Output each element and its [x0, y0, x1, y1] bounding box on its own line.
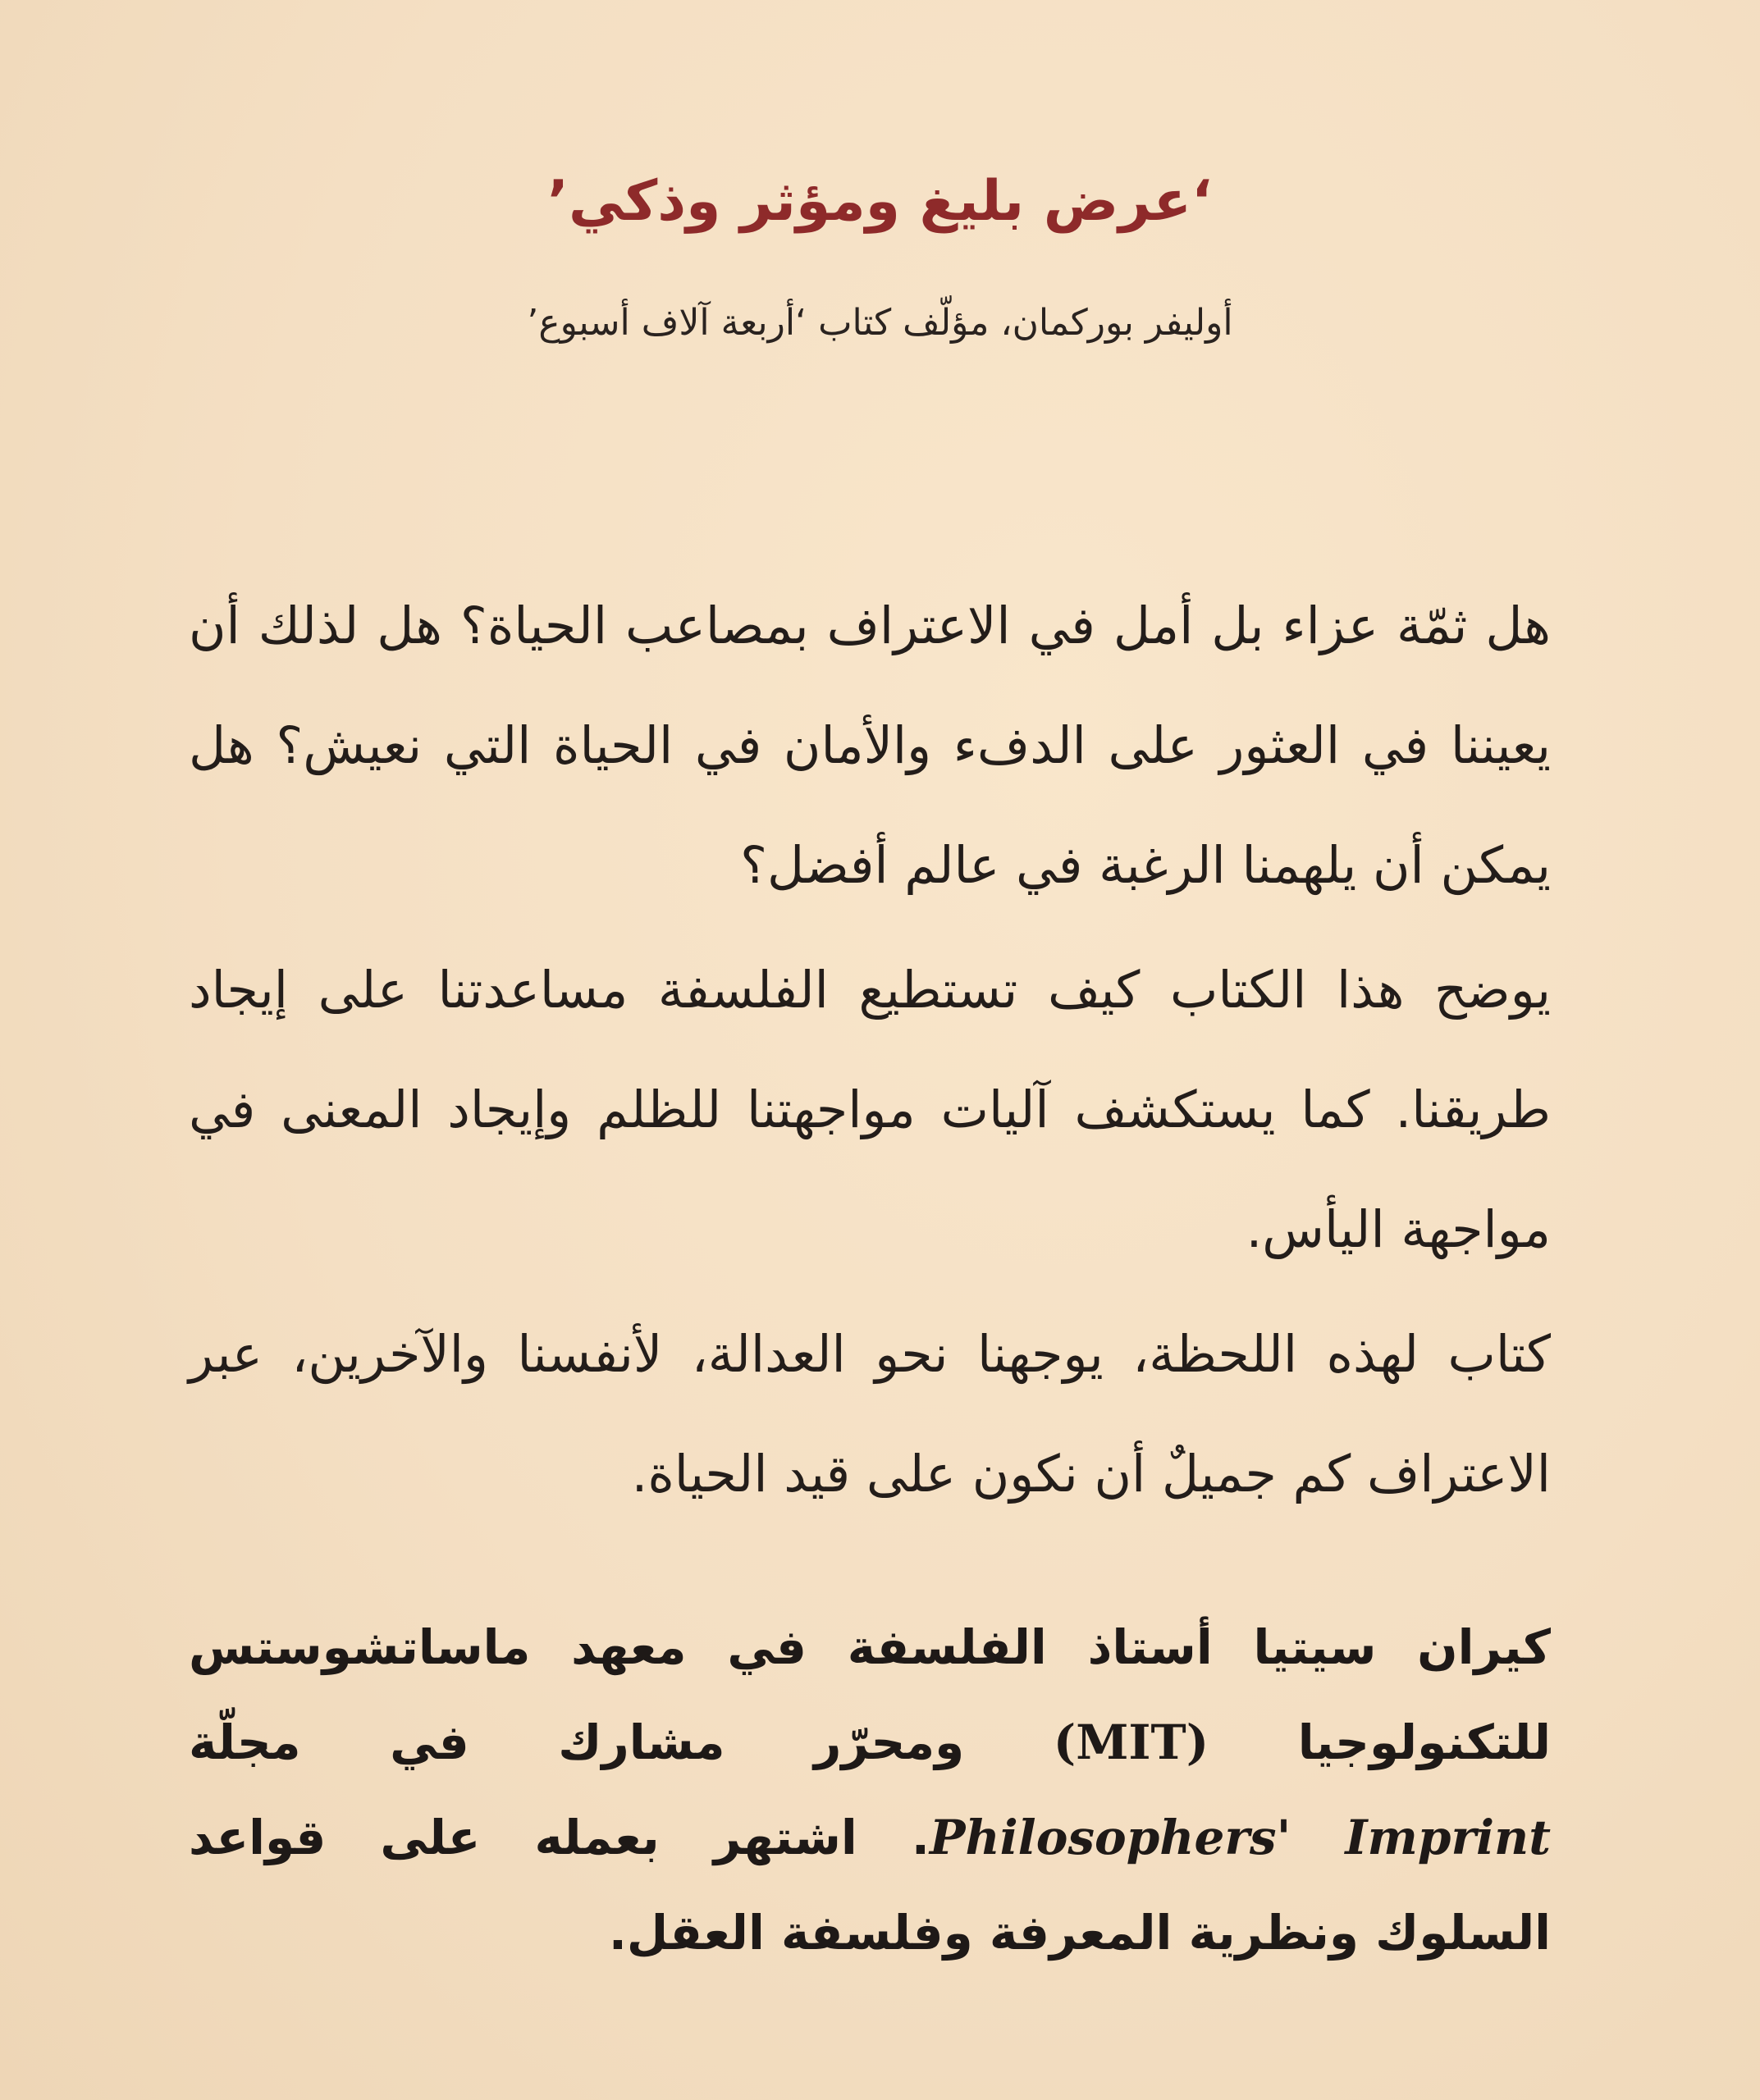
blurb-paragraph-1: هل ثمّة عزاء بل أمل في الاعتراف بمصاعب الحياة؟ هل لذلك أن يعيننا في العثور على الدفء والأمان في الحياة التي نعيش؟ هل يمكن أن يلهمنا الرغبة في عالم أفضل؟: [189, 596, 1551, 895]
institution-abbreviation: (MIT): [1053, 1714, 1209, 1770]
author-bio-part-3: . اشتهر بعمله على قواعد السلوك ونظرية المعرفة وفلسفة العقل.: [189, 1810, 1551, 1961]
author-bio-part-2: ومحرّر مشارك في مجلّة: [189, 1714, 965, 1770]
review-quote: ‘عرض بليغ ومؤثر وذكي’: [547, 169, 1213, 234]
author-bio-part-1: كيران سيتيا أستاذ الفلسفة في معهد ماساتشوستس للتكنولوجيا: [189, 1619, 1551, 1770]
blurb: [189, 566, 1551, 1534]
quote-attribution: أوليفر بوركمان، مؤلّف كتاب ‘أربعة آلاف أسبوع’: [527, 302, 1233, 344]
blurb-paragraph-2: يوضح هذا الكتاب كيف تستطيع الفلسفة مساعدتنا على إيجاد طريقنا. كما يستكشف آليات مواجهتنا للظلم وإيجاد المعنى في مواجهة اليأس.: [189, 960, 1551, 1259]
author-bio: [189, 1600, 1551, 1980]
journal-title: Philosophers' Imprint: [929, 1810, 1552, 1865]
blurb-paragraph-3: كتاب لهذه اللحظة، يوجهنا نحو العدالة، لأنفسنا والآخرين، عبر الاعتراف كم جميلٌ أن نكون على قيد الحياة.: [189, 1324, 1551, 1504]
